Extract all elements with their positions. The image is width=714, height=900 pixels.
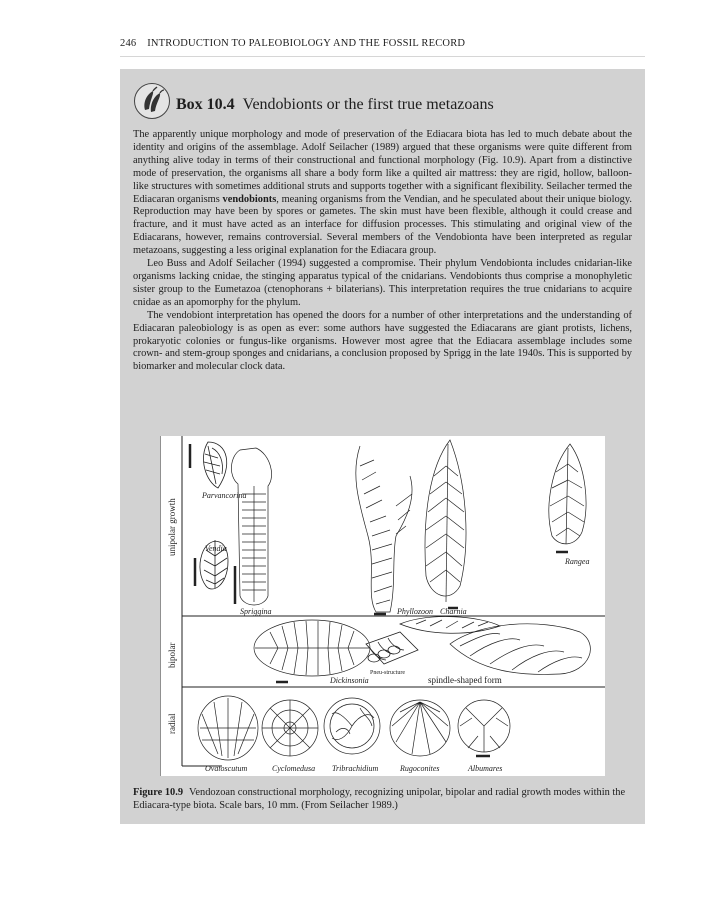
page-number: 246 <box>120 38 137 49</box>
running-title: INTRODUCTION TO PALEOBIOLOGY AND THE FOSSIL RECORD <box>147 38 466 49</box>
label-rangea: Rangea <box>565 557 590 566</box>
box-title <box>176 96 494 114</box>
pneu-structure-diagram <box>366 632 418 664</box>
figure-label: Figure 10.9 <box>133 787 184 798</box>
tribrachidium-fossil <box>324 698 380 754</box>
ovatoscutum-fossil <box>198 696 258 760</box>
running-head <box>120 38 465 49</box>
rangea-fossil <box>549 444 586 552</box>
spindle-shaped-fossil <box>400 617 590 675</box>
label-parvancorina: Parvancorina <box>202 491 247 500</box>
paragraph-3-text: The vendobiont interpretation has opened the doors for a number of other interpretations and the understanding of Ediacaran paleobiology is as open as ever: some authors have suggested the Ediacarans are giant protists, lichens, prokaryotic colonies or fungus-like organisms. However most agree that the Ediacara assemblage includes some crown- and stem-group sponges and cnidarians, a conclusion proposed by Sprigg in the late 1940s. This is supported by biomarker and molecular clock data. <box>133 309 632 373</box>
group-label-bipolar: bipolar <box>167 642 177 668</box>
paragraph-3 <box>133 310 632 375</box>
header-rule <box>120 56 645 57</box>
figure-10-9 <box>160 436 605 776</box>
label-spriggina: Spriggina <box>240 607 272 616</box>
label-pneu-structure: Pneu-structure <box>370 670 405 676</box>
term-vendobionts: vendobionts <box>222 193 277 205</box>
box-label: Box 10.4 <box>176 96 235 113</box>
group-label-unipolar: unipolar growth <box>167 498 177 556</box>
paragraph-1-text-b: , meaning organisms from the Vendian, and he speculated about their unique biology. Reproduction may have been by spores or gametes. The skin must have been flexible, although it could crease and fracture, and it must have acted as an interface for diffusion processes. This stimulating and original view of the Ediacarans, however, remains controversial. Several members of the Vendobionta have been interpreted as regular metazoans, suggesting a less original explanation for the Ediacara group. <box>133 193 632 257</box>
label-phyllozoon: Phyllozoon <box>397 607 433 616</box>
paragraph-2 <box>133 258 632 310</box>
box-panel <box>120 69 645 824</box>
parvancorina-fossil <box>190 442 227 488</box>
label-tribrachidium: Tribrachidium <box>332 764 379 773</box>
group-label-radial: radial <box>167 713 177 734</box>
label-dickinsonia: Dickinsonia <box>330 676 369 685</box>
figure-caption <box>133 786 632 812</box>
figure-caption-text: Vendozoan constructional morphology, recognizing unipolar, bipolar and radial growth modes within the Ediacara-type biota. Scale bars, 10 mm. (From Seilacher 1989.) <box>133 787 626 811</box>
box-body-text <box>133 129 632 374</box>
label-rugoconites: Rugoconites <box>400 764 440 773</box>
label-charnia: Charnia <box>440 607 467 616</box>
albumares-fossil <box>458 700 510 756</box>
paragraph-1 <box>133 129 632 258</box>
chili-peppers-icon <box>133 82 171 120</box>
label-spindle-form: spindle-shaped form <box>428 675 502 685</box>
label-vendia: Vendia <box>205 544 227 553</box>
box-heading: Vendobionts or the first true metazoans <box>242 96 494 113</box>
label-ovatoscutum: Ovatoscutum <box>205 764 248 773</box>
spriggina-fossil <box>231 448 271 605</box>
rugoconites-fossil <box>390 700 450 756</box>
dickinsonia-fossil <box>254 620 370 682</box>
paragraph-1-text-a: The apparently unique morphology and mode of preservation of the Ediacara biota has led to much debate about the identity and origins of the assemblage. Adolf Seilacher (1989) argued that these organisms were quite different from anything alive today in terms of their constructional and functional morphology (Fig. 10.9). Apart from a distinctive mode of preservation, the organisms all share a body form like a quilted air mattress: they are rigid, hollow, balloon-like structures with sometimes additional struts and supports together with a significant flexibility. Seilacher termed the Ediacaran organisms <box>133 129 632 205</box>
label-albumares: Albumares <box>468 764 503 773</box>
paragraph-2-text: Leo Buss and Adolf Seilacher (1994) suggested a compromise. Their phylum Vendobionta includes cnidarian-like organisms lacking cnidae, the stinging apparatus typical of the cnidarians. Vendobionts thus comprise a monophyletic sister group to the Eumetazoa (ctenophorans + bilaterians). This interpretation requires the true cnidarians to acquire cnidae as an apomorphy for the phylum. <box>133 258 632 308</box>
figure-illustration <box>160 436 605 776</box>
phyllozoon-fossil <box>356 446 412 614</box>
charnia-fossil <box>425 440 466 608</box>
label-cyclomedusa: Cyclomedusa <box>272 764 316 773</box>
cyclomedusa-fossil <box>262 700 318 756</box>
